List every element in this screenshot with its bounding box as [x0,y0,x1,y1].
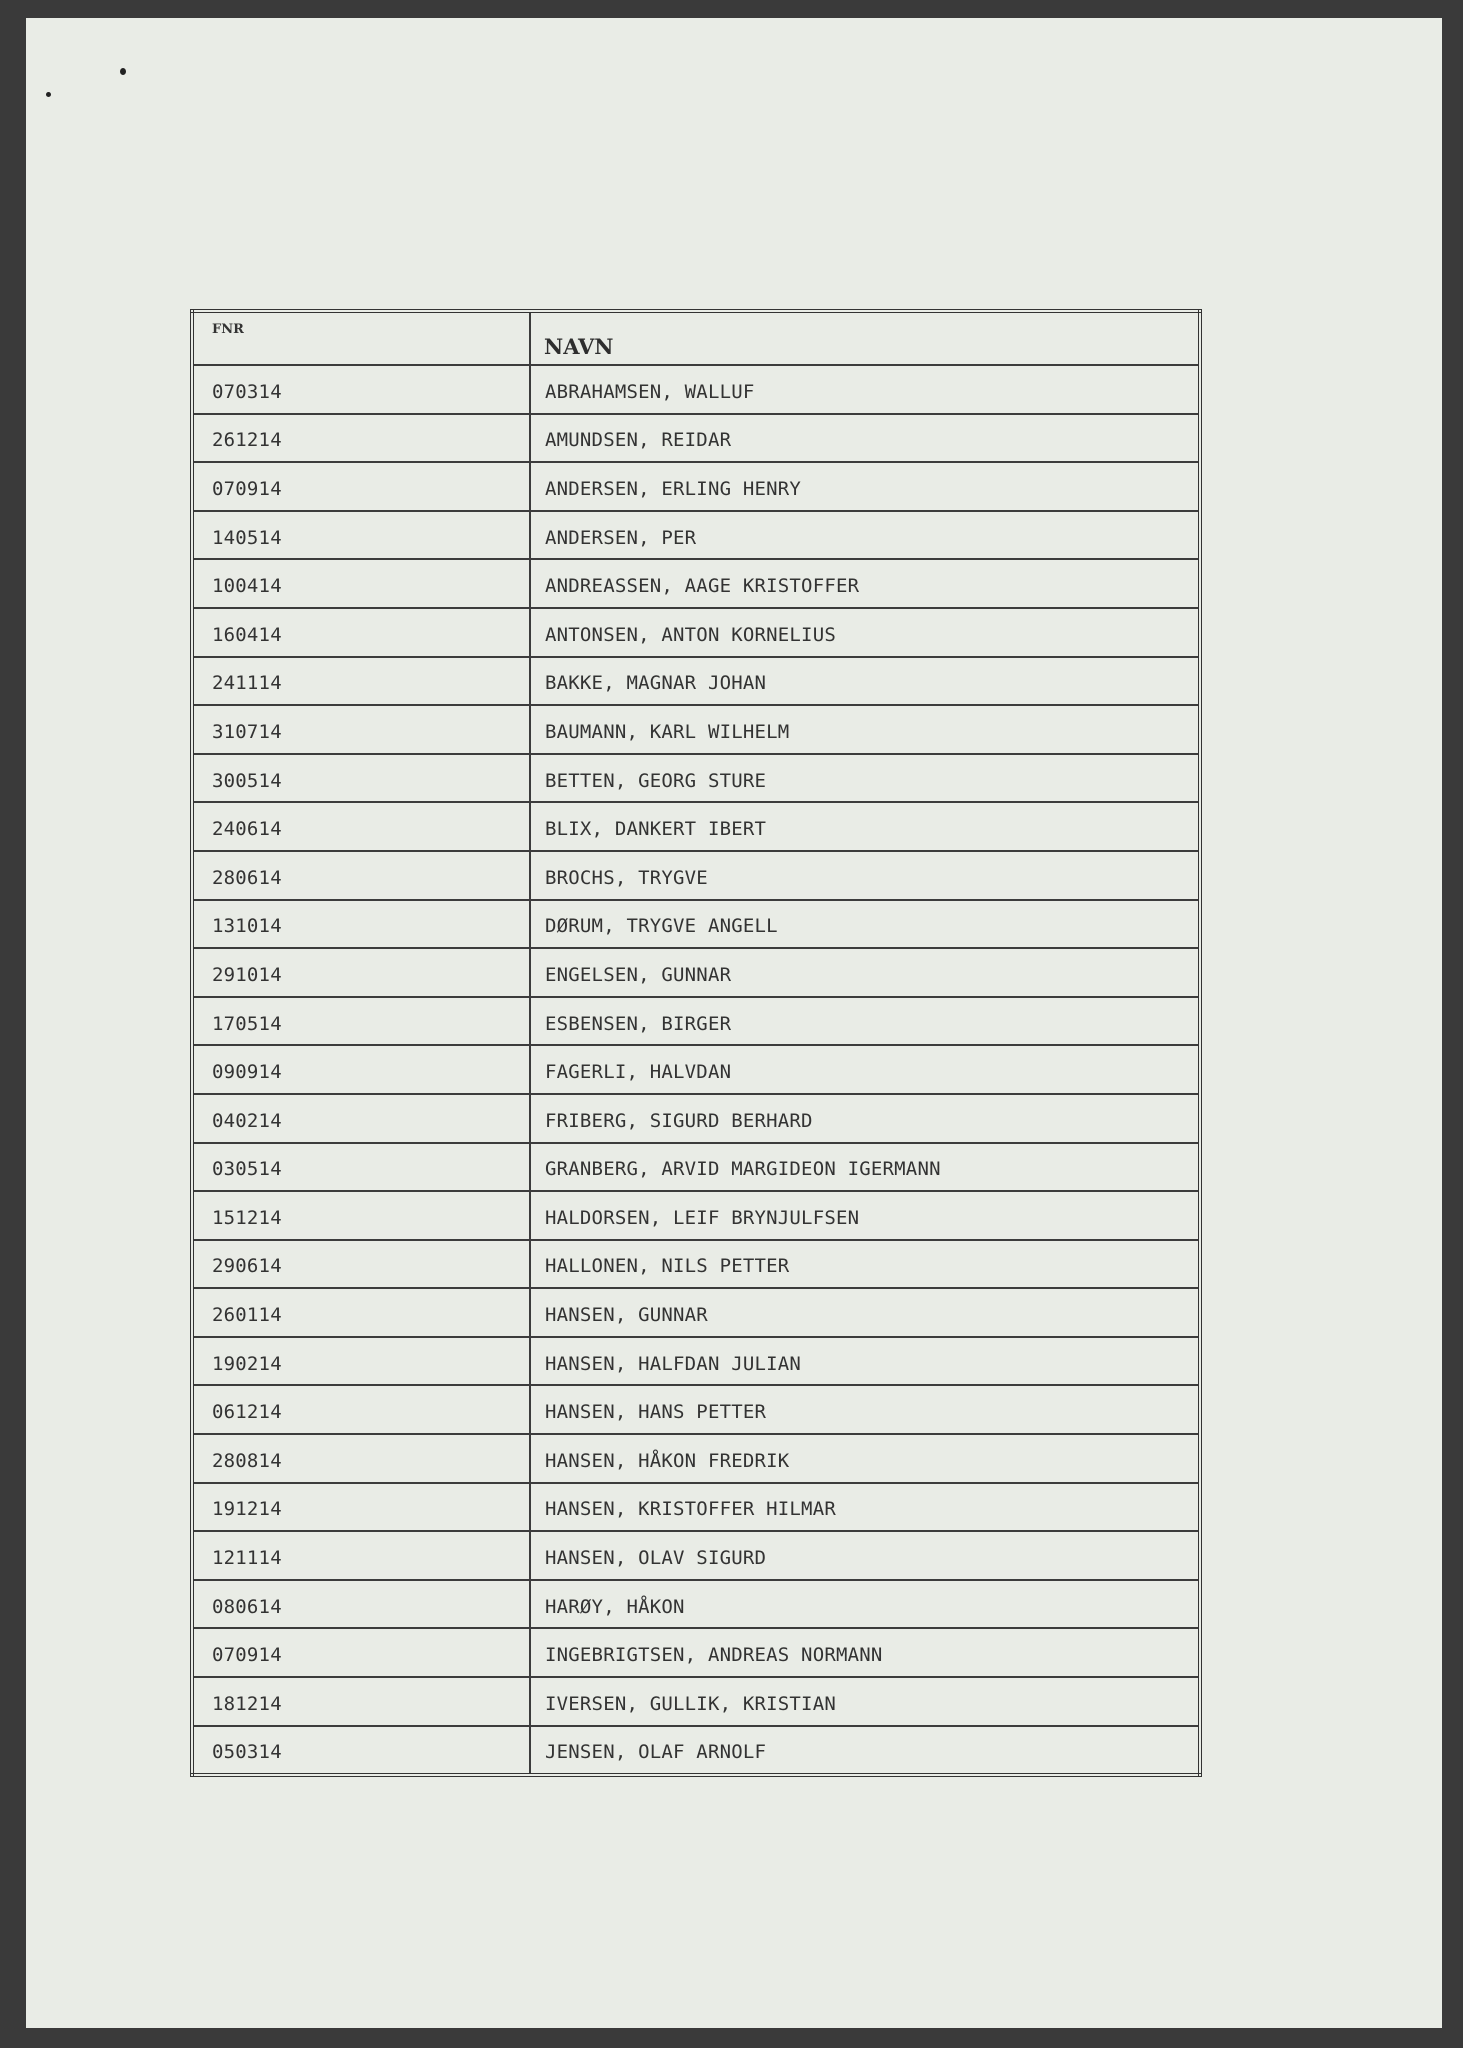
navn-cell: AMUNDSEN, REIDAR [530,414,1200,463]
navn-cell: BETTEN, GEORG STURE [530,754,1200,803]
fnr-cell: 050314 [212,1741,282,1764]
fnr-cell: 140514 [192,511,530,560]
table-row [192,851,1200,900]
fnr-cell: 261214 [192,414,530,463]
fnr-cell: 300514 [192,754,530,803]
fnr-cell: 030514 [192,1143,530,1192]
fnr-cell: 121114 [192,1531,530,1580]
fnr-cell: 280614 [192,851,530,900]
navn-cell: IVERSEN, GULLIK, KRISTIAN [530,1677,1200,1726]
table-row [192,1580,1200,1629]
navn-cell: ENGELSEN, GUNNAR [530,948,1200,997]
navn-cell: ANTONSEN, ANTON KORNELIUS [530,608,1200,657]
fnr-cell: 290614 [192,1240,530,1289]
fnr-cell: 310714 [192,705,530,754]
navn-cell: HANSEN, HANS PETTER [530,1385,1200,1434]
table-row [192,365,1200,414]
table-row [192,1191,1200,1240]
table-row [192,948,1200,997]
fnr-cell: 160414 [192,608,530,657]
fnr-cell: 061214 [192,1385,530,1434]
navn-cell: HANSEN, KRISTOFFER HILMAR [530,1483,1200,1532]
table-row [192,1483,1200,1532]
table-row [192,1628,1200,1677]
fnr-cell: 070314 [192,365,530,414]
fnr-header-label: FNR [212,322,244,337]
navn-cell: ABRAHAMSEN, WALLUF [530,365,1200,414]
table-row [192,754,1200,803]
navn-cell: HANSEN, HÅKON FREDRIK [530,1434,1200,1483]
table-row [192,802,1200,851]
navn-cell: HARØY, HÅKON [530,1580,1200,1629]
table-row [192,997,1200,1046]
fnr-cell: 131014 [192,900,530,949]
table-row [192,900,1200,949]
fnr-cell: 070914 [192,462,530,511]
table-row [192,608,1200,657]
navn-cell: BLIX, DANKERT IBERT [530,802,1200,851]
paper-speck [46,92,51,97]
navn-cell: BAKKE, MAGNAR JOHAN [530,657,1200,706]
navn-cell: HANSEN, OLAV SIGURD [530,1531,1200,1580]
navn-cell: BAUMANN, KARL WILHELM [530,705,1200,754]
fnr-cell: 181214 [192,1677,530,1726]
paper-speck [120,68,126,75]
table-row [192,1094,1200,1143]
fnr-column-header [192,311,530,365]
fnr-cell: 080614 [192,1580,530,1629]
table-row [192,462,1200,511]
fnr-cell: 241114 [192,657,530,706]
table-row [192,1726,1200,1776]
navn-cell: HALLONEN, NILS PETTER [530,1240,1200,1289]
navn-cell: ANDERSEN, PER [530,511,1200,560]
navn-cell: HANSEN, GUNNAR [530,1288,1200,1337]
table-row [192,1240,1200,1289]
table-row [192,559,1200,608]
fnr-cell: 291014 [192,948,530,997]
navn-header-label: NAVN [544,334,614,359]
table-row [192,1143,1200,1192]
fnr-cell: 191214 [192,1483,530,1532]
table-body [192,365,1200,1775]
table-row [192,657,1200,706]
fnr-cell: 151214 [192,1191,530,1240]
fnr-cell: 190214 [192,1337,530,1386]
table-row [192,414,1200,463]
table-row [192,705,1200,754]
navn-cell: ESBENSEN, BIRGER [530,997,1200,1046]
table-row [192,1045,1200,1094]
table-row [192,1677,1200,1726]
name-register-table [190,309,1202,1777]
navn-cell: FRIBERG, SIGURD BERHARD [530,1094,1200,1143]
fnr-cell: 170514 [192,997,530,1046]
navn-cell: DØRUM, TRYGVE ANGELL [530,900,1200,949]
table-row [192,1434,1200,1483]
table-row [192,1288,1200,1337]
navn-cell: GRANBERG, ARVID MARGIDEON IGERMANN [530,1143,1200,1192]
navn-cell: ANDREASSEN, AAGE KRISTOFFER [530,559,1200,608]
navn-cell: ANDERSEN, ERLING HENRY [530,462,1200,511]
navn-cell: BROCHS, TRYGVE [530,851,1200,900]
navn-cell: HANSEN, HALFDAN JULIAN [530,1337,1200,1386]
navn-cell: JENSEN, OLAF ARNOLF [530,1726,1200,1776]
navn-column-header [530,311,1200,365]
table-row [192,511,1200,560]
navn-cell: INGEBRIGTSEN, ANDREAS NORMANN [530,1628,1200,1677]
fnr-cell: 070914 [192,1628,530,1677]
table-header-row [192,311,1200,365]
navn-cell: FAGERLI, HALVDAN [530,1045,1200,1094]
fnr-cell: 040214 [192,1094,530,1143]
table-row [192,1385,1200,1434]
navn-cell: HALDORSEN, LEIF BRYNJULFSEN [530,1191,1200,1240]
fnr-cell: 100414 [192,559,530,608]
fnr-cell: 240614 [192,802,530,851]
table-row [192,1531,1200,1580]
fnr-cell: 260114 [192,1288,530,1337]
fnr-cell: 280814 [192,1434,530,1483]
fnr-cell: 090914 [192,1045,530,1094]
table-row [192,1337,1200,1386]
